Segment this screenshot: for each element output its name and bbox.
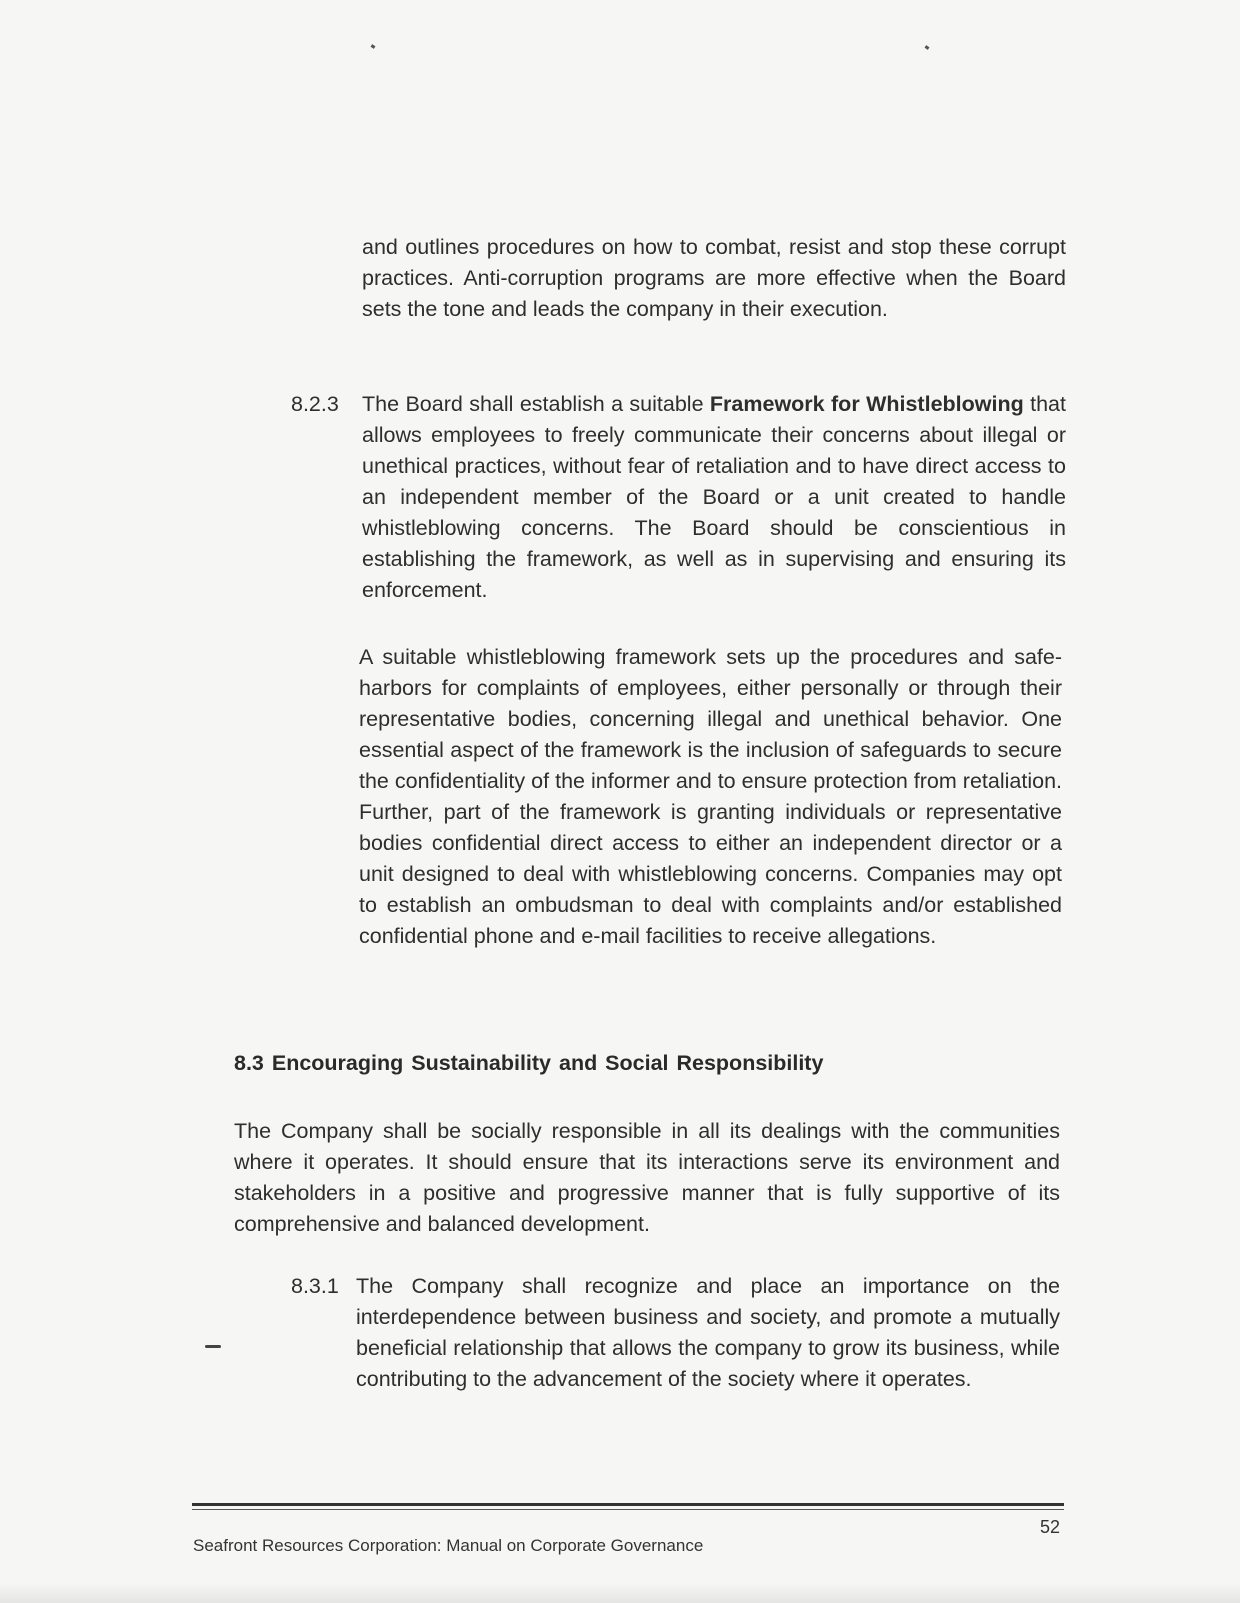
- section-8-3-body: The Company shall be socially responsible in all its dealings with the communities where it operates. It should ensure that its interactions serve its environment and stakeholders in a positive and progressive manner that is fully supportive of its comprehensive and balanced development.: [234, 1119, 1060, 1236]
- section-8-2-3-number: 8.2.3: [291, 392, 339, 416]
- section-8-3-heading: 8.3 Encouraging Sustainability and Social Responsibility: [234, 1051, 824, 1075]
- scan-speck-left: [371, 44, 376, 49]
- footer-rule-thick: [192, 1503, 1064, 1506]
- footer-title: Seafront Resources Corporation: Manual on Corporate Governance: [193, 1536, 704, 1555]
- footer-rule-thin: [192, 1509, 1064, 1510]
- page-number: 52: [1040, 1517, 1061, 1537]
- margin-mark: [205, 1345, 221, 1348]
- framework-for-whistleblowing-term: Framework for Whistleblowing: [709, 392, 1024, 416]
- scan-speck-right: [925, 45, 930, 50]
- section-8-3-1-number: 8.3.1: [291, 1274, 339, 1298]
- intro-paragraph: and outlines procedures on how to combat, resist and stop these corrupt practices. Anti-corruption programs are more effective when the Board sets the tone and leads the company in their execution.: [362, 235, 1066, 321]
- scan-bottom-shade: [0, 1583, 1240, 1603]
- section-8-2-3-text-after: that allows employees to freely communicate their concerns about illegal or unethical practices, without fear of retaliation and to have direct access to an independent member of the Board or a unit created to handle whistleblowing concerns. The Board should be conscientious in establishing the framework, as well as in supervising and ensuring its enforcement.: [362, 392, 1066, 602]
- section-8-2-3-paragraph-1: [362, 389, 1066, 606]
- section-8-2-3-paragraph-2: A suitable whistleblowing framework sets up the procedures and safe-harbors for complaints of employees, either personally or through their representative bodies, concerning illegal and unethical behavior. One essential aspect of the framework is the inclusion of safeguards to secure the confidentiality of the informer and to ensure protection from retaliation. Further, part of the framework is granting individuals or representative bodies confidential direct access to either an independent director or a unit designed to deal with whistleblowing concerns. Companies may opt to establish an ombudsman to deal with complaints and/or established confidential phone and e-mail facilities to receive allegations.: [359, 645, 1062, 948]
- section-8-2-3-text-before: The Board shall establish a suitable: [362, 392, 710, 416]
- section-8-3-1-paragraph: The Company shall recognize and place an importance on the interdependence between business and society, and promote a mutually beneficial relationship that allows the company to grow its business, while contributing to the advancement of the society where it operates.: [356, 1274, 1060, 1391]
